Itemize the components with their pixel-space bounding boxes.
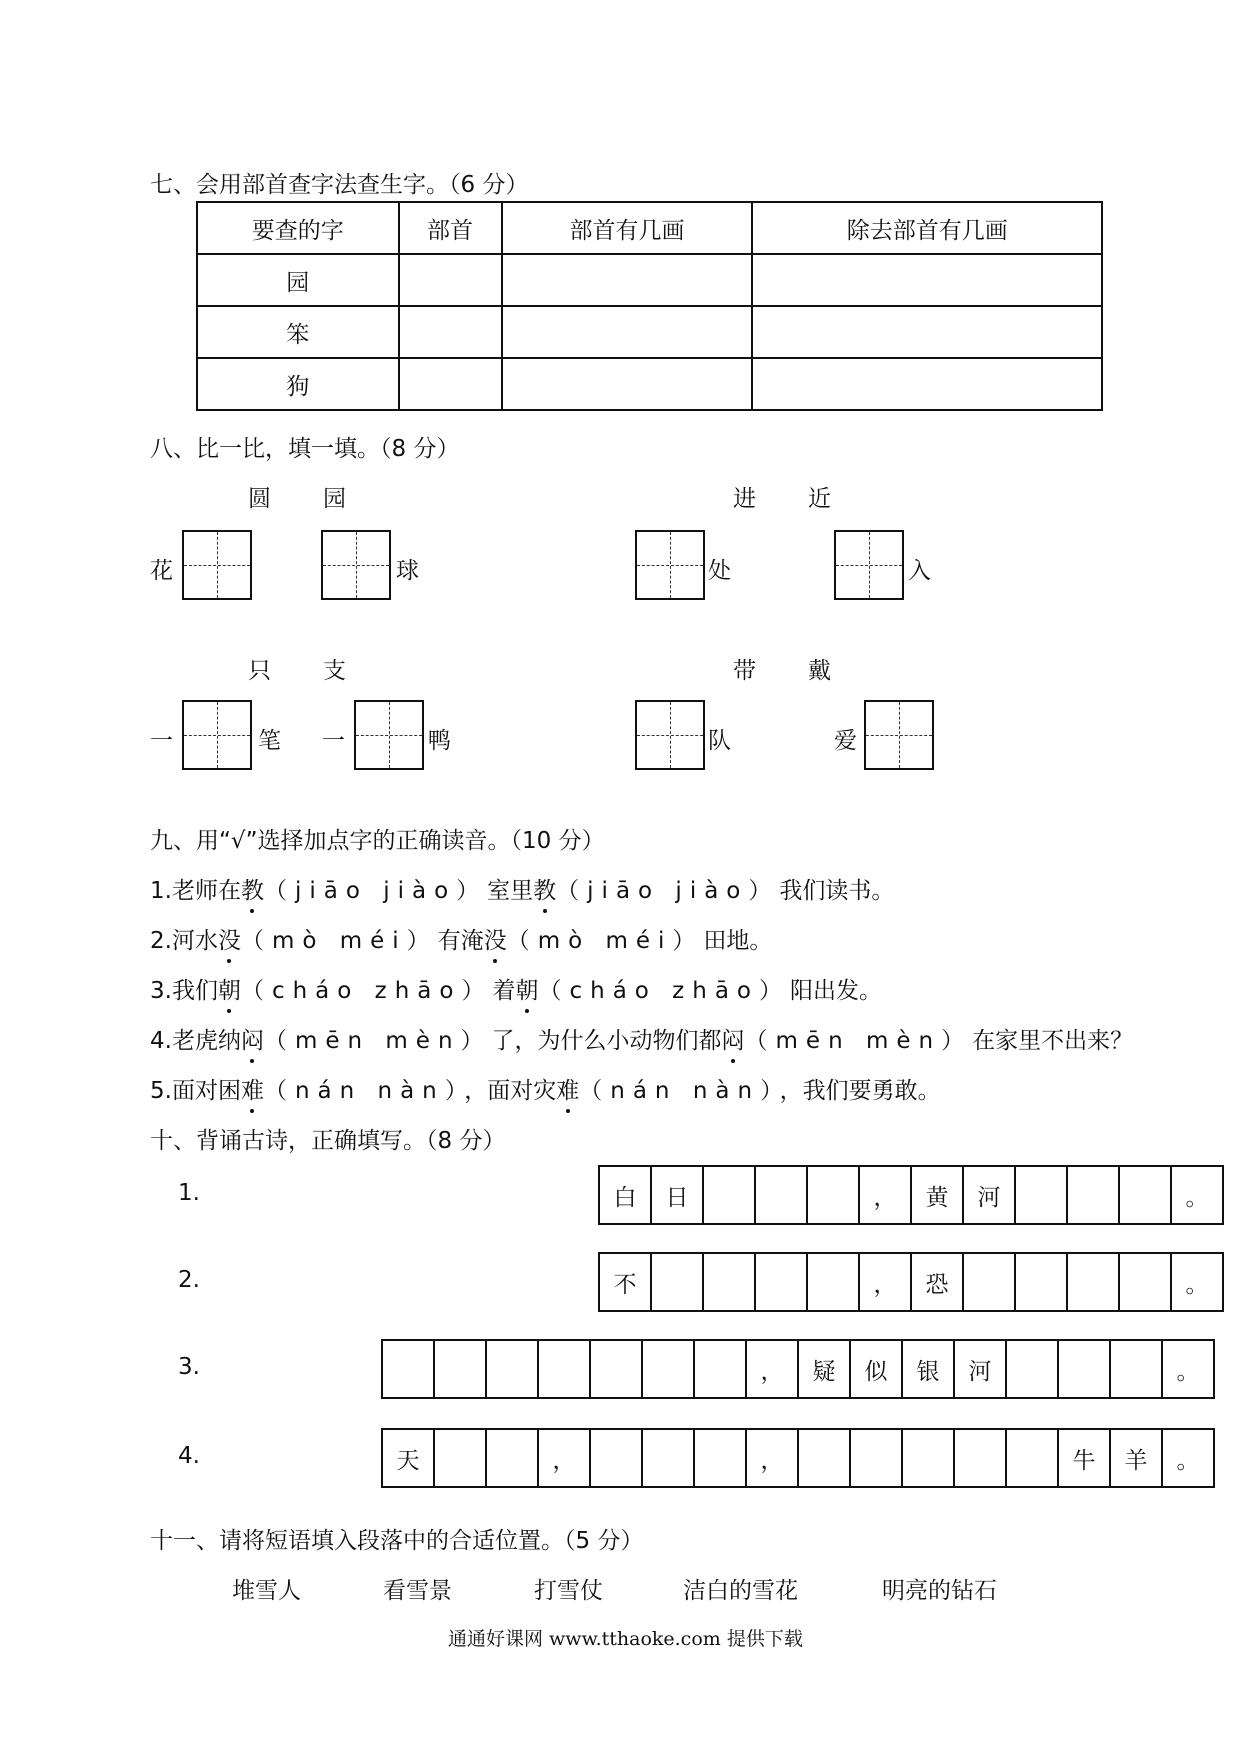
- pinyin-options[interactable]: （nán nàn）: [263, 1078, 465, 1104]
- poem-char-cell: 银: [903, 1341, 955, 1397]
- poem-char-cell: 似: [851, 1341, 903, 1397]
- word-part: 鸭: [428, 728, 451, 754]
- compare-char: 园: [323, 486, 346, 512]
- table-cell-blank[interactable]: [399, 306, 502, 358]
- table-header: 要查的字: [197, 202, 399, 254]
- poem-blank-cell[interactable]: [435, 1341, 487, 1397]
- pinyin-options[interactable]: （cháo zhāo）: [240, 978, 493, 1004]
- pinyin-options[interactable]: （mēn mèn）: [263, 1028, 492, 1054]
- pinyin-options[interactable]: （mēn mèn）: [744, 1028, 973, 1054]
- compare-char: 圆: [248, 486, 271, 512]
- word-part: 一: [322, 728, 345, 754]
- compare-char: 近: [808, 486, 831, 512]
- word-part: 入: [908, 558, 931, 584]
- pinyin-options[interactable]: （jiāo jiào）: [556, 878, 780, 904]
- compare-char: 支: [323, 658, 346, 684]
- poem-char-cell: 恐: [912, 1254, 964, 1310]
- table-cell-blank[interactable]: [502, 254, 753, 306]
- poem-char-cell: 。: [1172, 1254, 1224, 1310]
- pinyin-question: 2.河水没（mò méi）有淹没（mò méi）田地。: [150, 922, 772, 955]
- dotted-char: 教: [533, 872, 556, 905]
- poem-blank-cell[interactable]: [591, 1430, 643, 1486]
- poem-blank-cell[interactable]: [435, 1430, 487, 1486]
- poem-blank-cell[interactable]: [1120, 1254, 1172, 1310]
- word-part: 爱: [834, 728, 857, 754]
- poem-blank-cell[interactable]: [383, 1341, 435, 1397]
- table-row: [197, 306, 1102, 358]
- footer-text: 通通好课网 www.tthaoke.com 提供下载: [448, 1628, 803, 1650]
- poem-line-number: 1.: [178, 1180, 200, 1206]
- poem-line-number: 3.: [178, 1354, 200, 1380]
- phrase-option: 堆雪人: [232, 1578, 301, 1604]
- poem-blank-cell[interactable]: [1016, 1254, 1068, 1310]
- pinyin-question: 3.我们朝（cháo zhāo）着朝（cháo zhāo）阳出发。: [150, 972, 882, 1005]
- pinyin-question: 5.面对困难（nán nàn），面对灾难（nán nàn），我们要勇敢。: [150, 1072, 941, 1105]
- poem-blank-cell[interactable]: [756, 1254, 808, 1310]
- poem-char-cell: 疑: [799, 1341, 851, 1397]
- dotted-char: 没: [218, 922, 241, 955]
- poem-char-cell: 黄: [912, 1167, 964, 1223]
- table-cell-blank[interactable]: [502, 306, 753, 358]
- pinyin-options[interactable]: （nán nàn）: [579, 1078, 780, 1104]
- section-10-title: 十、背诵古诗，正确填写。（8 分）: [150, 1128, 506, 1154]
- phrase-option: 打雪仗: [534, 1578, 603, 1604]
- section-7-title: 七、会用部首查字法查生字。（6 分）: [150, 172, 529, 198]
- word-part: 处: [708, 558, 731, 584]
- poem-char-cell: 不: [600, 1254, 652, 1310]
- poem-blank-cell[interactable]: [964, 1254, 1016, 1310]
- table-row: [197, 254, 1102, 306]
- table-row: [197, 358, 1102, 410]
- table-cell-blank[interactable]: [399, 254, 502, 306]
- table-header-row: [197, 202, 1102, 254]
- compare-char: 带: [733, 658, 756, 684]
- pinyin-question: 4.老虎纳闷（mēn mèn）了，为什么小动物们都闷（mēn mèn）在家里不出来？: [150, 1022, 1133, 1055]
- table-cell-blank[interactable]: [399, 358, 502, 410]
- poem-blank-cell[interactable]: [799, 1430, 851, 1486]
- poem-char-cell: 河: [955, 1341, 1007, 1397]
- poem-blank-cell[interactable]: [808, 1167, 860, 1223]
- section-8-title: 八、比一比，填一填。（8 分）: [150, 436, 460, 462]
- word-part: 笔: [258, 728, 281, 754]
- tianzige-box[interactable]: [864, 700, 934, 770]
- poem-blank-cell[interactable]: [652, 1254, 704, 1310]
- poem-blank-cell[interactable]: [1016, 1167, 1068, 1223]
- poem-char-cell: 。: [1172, 1167, 1224, 1223]
- poem-blank-cell[interactable]: [1007, 1430, 1059, 1486]
- poem-blank-cell[interactable]: [851, 1430, 903, 1486]
- poem-char-cell: 天: [383, 1430, 435, 1486]
- compare-char: 进: [733, 486, 756, 512]
- poem-line-number: 2.: [178, 1267, 200, 1293]
- word-part: 花: [150, 558, 173, 584]
- section-9-title: 九、用“√”选择加点字的正确读音。（10 分）: [150, 828, 605, 854]
- table-header: 部首有几画: [502, 202, 753, 254]
- poem-blank-cell[interactable]: [487, 1430, 539, 1486]
- word-part: 球: [396, 558, 419, 584]
- poem-char-cell: 河: [964, 1167, 1016, 1223]
- poem-char-cell: 羊: [1111, 1430, 1163, 1486]
- dotted-char: 难: [556, 1072, 579, 1105]
- poem-blank-cell[interactable]: [643, 1430, 695, 1486]
- poem-char-cell: 。: [1163, 1341, 1215, 1397]
- poem-blank-cell[interactable]: [539, 1341, 591, 1397]
- dotted-char: 闷: [241, 1022, 264, 1055]
- poem-blank-cell[interactable]: [903, 1430, 955, 1486]
- tianzige-box[interactable]: [182, 700, 252, 770]
- poem-char-cell: ，: [747, 1341, 799, 1397]
- radical-table: [196, 201, 1103, 411]
- compare-char: 戴: [808, 658, 831, 684]
- table-cell-blank[interactable]: [752, 306, 1102, 358]
- table-header: 部首: [399, 202, 502, 254]
- dotted-char: 没: [484, 922, 507, 955]
- dotted-char: 朝: [515, 972, 538, 1005]
- poem-blank-cell[interactable]: [756, 1167, 808, 1223]
- word-part: 一: [150, 728, 173, 754]
- dotted-char: 朝: [218, 972, 241, 1005]
- poem-blank-cell[interactable]: [487, 1341, 539, 1397]
- poem-blank-cell[interactable]: [1059, 1341, 1111, 1397]
- poem-char-cell: 日: [652, 1167, 704, 1223]
- table-cell-char: 狗: [197, 358, 399, 410]
- tianzige-box[interactable]: [635, 530, 705, 600]
- poem-char-cell: ，: [539, 1430, 591, 1486]
- phrase-option: 洁白的雪花: [683, 1578, 798, 1604]
- poem-grid: [381, 1339, 1215, 1399]
- poem-blank-cell[interactable]: [1068, 1167, 1120, 1223]
- poem-blank-cell[interactable]: [643, 1341, 695, 1397]
- pinyin-options[interactable]: （cháo zhāo）: [538, 978, 790, 1004]
- poem-blank-cell[interactable]: [695, 1430, 747, 1486]
- dotted-char: 闷: [722, 1022, 745, 1055]
- section-11-title: 十一、请将短语填入段落中的合适位置。（5 分）: [150, 1528, 644, 1554]
- poem-grid: [598, 1165, 1224, 1225]
- pinyin-options[interactable]: （jiāo jiào）: [263, 878, 488, 904]
- word-part: 队: [708, 728, 731, 754]
- poem-line-number: 4.: [178, 1443, 200, 1469]
- poem-blank-cell[interactable]: [1068, 1254, 1120, 1310]
- poem-blank-cell[interactable]: [591, 1341, 643, 1397]
- poem-blank-cell[interactable]: [704, 1254, 756, 1310]
- table-cell-blank[interactable]: [752, 358, 1102, 410]
- dotted-char: 教: [241, 872, 264, 905]
- poem-blank-cell[interactable]: [955, 1430, 1007, 1486]
- phrase-option: 看雪景: [383, 1578, 452, 1604]
- table-cell-blank[interactable]: [752, 254, 1102, 306]
- tianzige-box[interactable]: [834, 530, 904, 600]
- poem-grid: [381, 1428, 1215, 1488]
- poem-char-cell: ，: [747, 1430, 799, 1486]
- table-cell-char: 园: [197, 254, 399, 306]
- poem-grid: [598, 1252, 1224, 1312]
- poem-blank-cell[interactable]: [808, 1254, 860, 1310]
- tianzige-box[interactable]: [182, 530, 252, 600]
- poem-char-cell: ，: [860, 1254, 912, 1310]
- table-cell-blank[interactable]: [502, 358, 753, 410]
- poem-blank-cell[interactable]: [704, 1167, 756, 1223]
- dotted-char: 难: [241, 1072, 264, 1105]
- poem-blank-cell[interactable]: [1120, 1167, 1172, 1223]
- poem-char-cell: 。: [1163, 1430, 1215, 1486]
- table-header: 除去部首有几画: [752, 202, 1102, 254]
- phrase-option: 明亮的钻石: [882, 1578, 997, 1604]
- tianzige-box[interactable]: [321, 530, 391, 600]
- poem-char-cell: ，: [860, 1167, 912, 1223]
- pinyin-options[interactable]: （mò méi）: [240, 928, 438, 954]
- pinyin-question: 1.老师在教（jiāo jiào）室里教（jiāo jiào）我们读书。: [150, 872, 894, 905]
- poem-blank-cell[interactable]: [695, 1341, 747, 1397]
- poem-blank-cell[interactable]: [1007, 1341, 1059, 1397]
- tianzige-box[interactable]: [354, 700, 424, 770]
- poem-blank-cell[interactable]: [1111, 1341, 1163, 1397]
- pinyin-options[interactable]: （mò méi）: [506, 928, 704, 954]
- table-cell-char: 笨: [197, 306, 399, 358]
- compare-char: 只: [248, 658, 271, 684]
- tianzige-box[interactable]: [635, 700, 705, 770]
- poem-char-cell: 牛: [1059, 1430, 1111, 1486]
- poem-char-cell: 白: [600, 1167, 652, 1223]
